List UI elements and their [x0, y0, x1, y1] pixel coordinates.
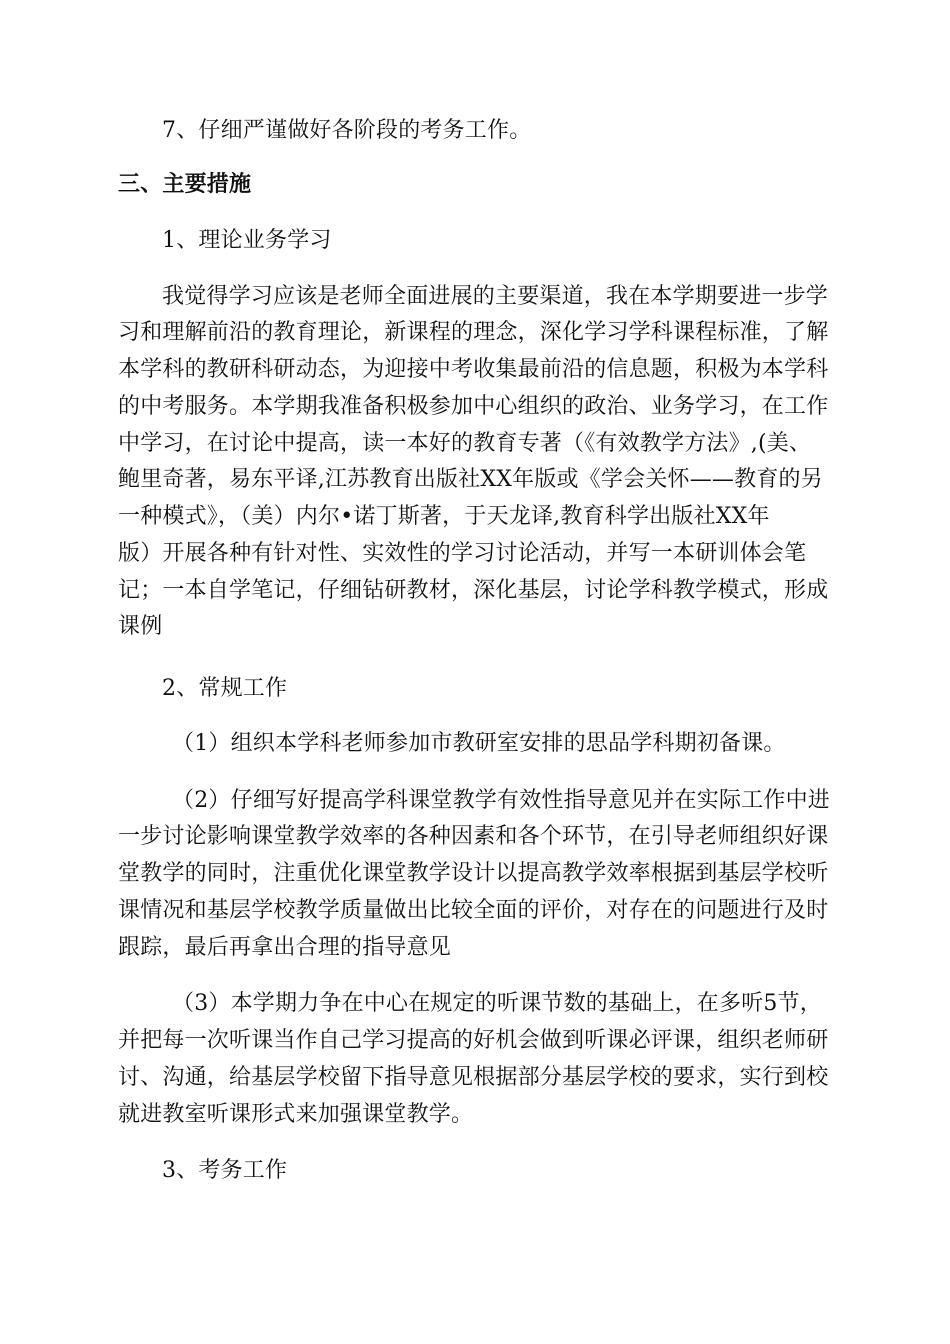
paragraph-2-2-line: 堂教学的同时，注重优化课堂教学设计以提高教学效率根据到基层学校听: [118, 861, 829, 886]
list-item-2-1: （1）组织本学科老师参加市教研室安排的思品学科期初备课。: [172, 731, 786, 756]
paragraph-1-line: 一种模式》，（美）内尔•诺丁斯著，于天龙译,教育科学出版社XX年: [118, 504, 770, 529]
paragraph-2-3-line: （3）本学期力争在中心在规定的听课节数的基础上，在多听5节，: [172, 991, 822, 1016]
paragraph-1-line: 习和理解前沿的教育理论，新课程的理念，深化学习学科课程标准，了解: [118, 320, 829, 345]
paragraph-1-line: 鲍里奇著，易东平译,江苏教育出版社XX年版或《学会关怀——教育的另: [118, 467, 823, 492]
paragraph-2-3-line: 并把每一次听课当作自己学习提高的好机会做到听课必评课，组织老师研: [118, 1028, 829, 1053]
paragraph-1-line: 版）开展各种有针对性、实效性的学习讨论活动，并写一本研训体会笔: [118, 541, 807, 566]
paragraph-2-3-line: 就进教室听课形式来加强课堂教学。: [118, 1102, 474, 1127]
paragraph-2-2-line: 课情况和基层学校教学质量做出比较全面的评价，对存在的问题进行及时: [118, 898, 829, 923]
section-3-heading: 三、主要措施: [118, 172, 252, 197]
paragraph-2-2-line: 一步讨论影响课堂教学效率的各种因素和各个环节，在引导老师组织好课: [118, 824, 829, 849]
paragraph-1-line: 本学科的教研科研动态，为迎接中考收集最前沿的信息题，积极为本学科: [118, 357, 829, 382]
subsection-2-heading: 2、常规工作: [162, 676, 288, 701]
paragraph-1-line: 的中考服务。本学期我准备积极参加中心组织的政治、业务学习，在工作: [118, 394, 829, 419]
paragraph-1-line: 课例: [118, 614, 163, 639]
paragraph-1-line: 我觉得学习应该是老师全面进展的主要渠道，我在本学期要进一步学: [162, 284, 829, 309]
paragraph-1-line: 记；一本自学笔记，仔细钻研教材，深化基层，讨论学科教学模式，形成: [118, 578, 829, 603]
subsection-1-heading: 1、理论业务学习: [162, 228, 332, 253]
paragraph-2-2-line: 跟踪，最后再拿出合理的指导意见: [118, 935, 452, 960]
paragraph-2-3-line: 讨、沟通，给基层学校留下指导意见根据部分基层学校的要求，实行到校: [118, 1065, 829, 1090]
list-item-7: 7、仔细严谨做好各阶段的考务工作。: [162, 118, 532, 143]
paragraph-1-line: 中学习，在讨论中提高，读一本好的教育专著（《有效教学方法》,(美、: [118, 431, 812, 456]
subsection-3-heading: 3、考务工作: [162, 1158, 288, 1183]
paragraph-2-2-line: （2）仔细写好提高学科课堂教学有效性指导意见并在实际工作中进: [172, 788, 830, 813]
